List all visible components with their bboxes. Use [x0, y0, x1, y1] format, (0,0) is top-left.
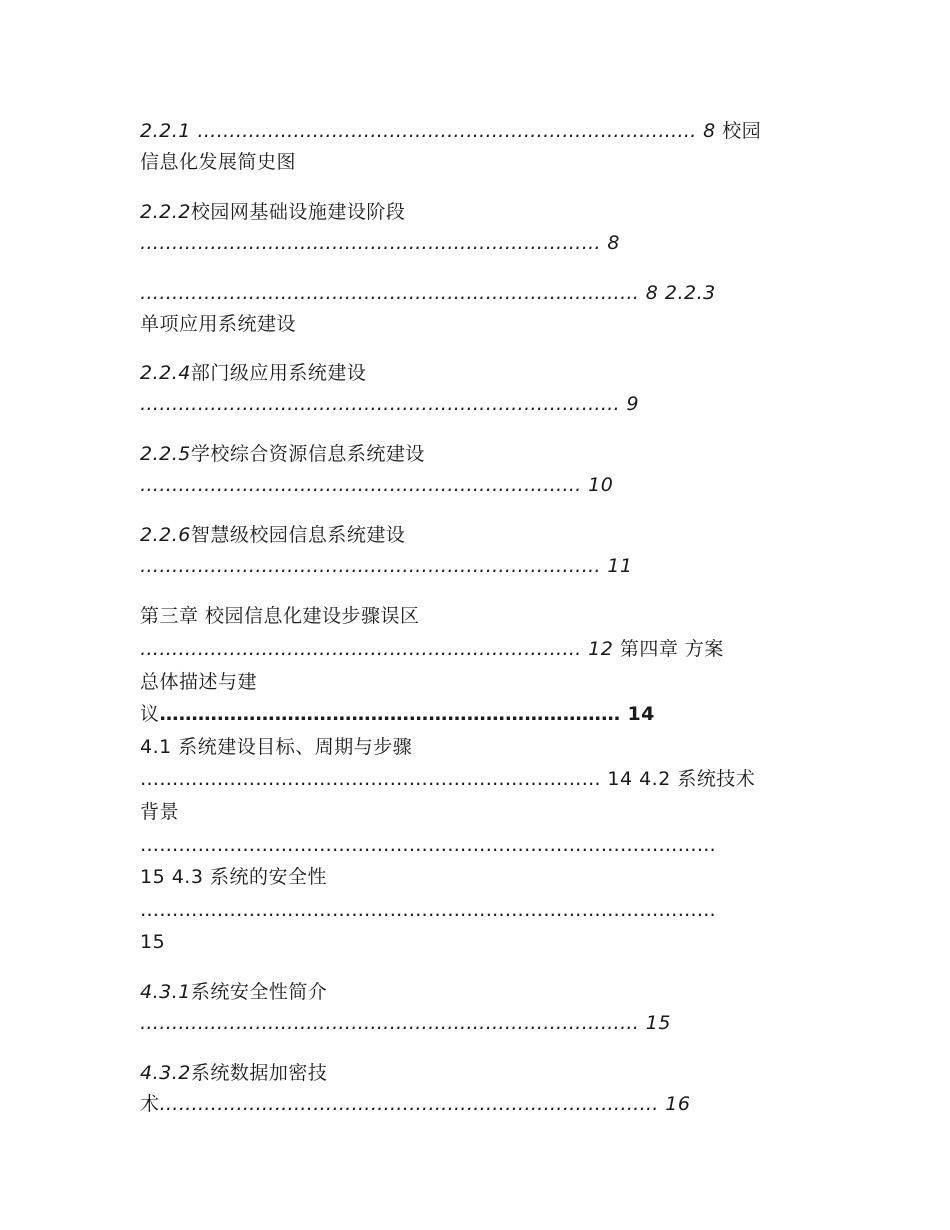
section-number: 2.2.5 [140, 443, 191, 465]
entry-title: 第三章 校园信息化建设步骤误区 [140, 605, 420, 627]
toc-line-2-2-1 [140, 119, 761, 143]
leader-dots: ……………………………………………………………… [159, 703, 621, 725]
page-number: 14 [607, 768, 633, 790]
leader-dots: ……………………………………………………………… [140, 768, 601, 790]
toc-line-continuation [140, 312, 296, 336]
page-number: 14 [627, 703, 655, 725]
toc-line-4-1 [140, 735, 412, 759]
toc-leader-line [140, 231, 620, 255]
entry-title: 4.1 系统建设目标、周期与步骤 [140, 736, 413, 758]
entry-title: 校园网基础设施建设阶段 [190, 201, 406, 223]
toc-page-number-line [140, 930, 165, 954]
toc-leader-line [140, 554, 633, 578]
leader-dots: ……………………………………………………………… [140, 555, 601, 577]
entry-title: 系统数据加密技 [190, 1062, 328, 1084]
entry-title: 单项应用系统建设 [140, 313, 297, 335]
entry-title: 术 [140, 1093, 160, 1115]
page-number: 8 [607, 232, 620, 254]
toc-leader-line [140, 637, 724, 661]
leader-dots: …………………………………………………………………… [159, 1093, 659, 1115]
toc-leader-line [140, 392, 639, 416]
toc-leader-line [140, 767, 755, 791]
leader-dots: ……………………………………………………………………………… [140, 899, 716, 921]
page-number: 16 [665, 1093, 691, 1115]
section-number: 2.2.3 [664, 282, 716, 304]
toc-leader-line [140, 281, 716, 305]
entry-title: 学校综合资源信息系统建设 [190, 443, 425, 465]
toc-leader-line [140, 898, 716, 922]
page-number: 9 [626, 393, 640, 415]
toc-leader-line [140, 1011, 671, 1035]
toc-leader-line [140, 833, 716, 857]
entry-title: 总体描述与建 [140, 671, 258, 693]
section-number: 2.2.2 [140, 201, 191, 223]
leader-dots: …………………………………………………………………… [197, 120, 697, 142]
page-number: 15 [140, 931, 166, 953]
page-number: 10 [588, 474, 614, 496]
entry-title: 智慧级校园信息系统建设 [190, 524, 406, 546]
toc-line-continuation [140, 670, 257, 694]
toc-line-chapter-3 [140, 604, 420, 628]
entry-title: 部门级应用系统建设 [190, 362, 367, 384]
entry-title: 第四章 方案 [619, 638, 724, 660]
leader-dots: ……………………………………………………………… [140, 232, 601, 254]
toc-leader-line [140, 473, 613, 497]
toc-leader-line [140, 702, 655, 726]
toc-line-2-2-2 [140, 200, 405, 224]
section-number: 4.3.2 [140, 1062, 191, 1084]
entry-title: 背景 [140, 801, 180, 823]
toc-line-2-2-6 [140, 523, 405, 547]
page-number: 8 [703, 120, 716, 142]
leader-dots: ……………………………………………………………………………… [140, 834, 716, 856]
leader-dots: …………………………………………………………… [140, 638, 582, 660]
section-number: 2.2.1 [140, 120, 191, 142]
page-number: 15 [645, 1012, 671, 1034]
toc-line-continuation [140, 800, 179, 824]
page-number: 12 [588, 638, 614, 660]
entry-title: 4.2 系统技术 [639, 768, 756, 790]
entry-title: 议 [140, 703, 160, 725]
entry-title: 系统安全性简介 [190, 981, 328, 1003]
toc-line-4-3 [140, 865, 327, 889]
section-number: 2.2.4 [140, 362, 191, 384]
section-number: 4.3.1 [140, 981, 191, 1003]
section-number: 2.2.6 [140, 524, 191, 546]
toc-line-2-2-5 [140, 442, 425, 466]
toc-line-continuation [140, 150, 296, 174]
entry-title: 信息化发展简史图 [140, 151, 297, 173]
toc-line-4-3-2 [140, 1061, 327, 1085]
page-number: 11 [607, 555, 633, 577]
page-number: 8 [645, 282, 659, 304]
entry-title: 校园 [722, 120, 762, 142]
leader-dots: …………………………………………………………………… [140, 1012, 640, 1034]
leader-dots: …………………………………………………………… [140, 474, 582, 496]
toc-leader-line [140, 1092, 690, 1116]
toc-line-4-3-1 [140, 980, 327, 1004]
leader-dots: ………………………………………………………………… [140, 393, 620, 415]
entry-title: 15 4.3 系统的安全性 [140, 866, 327, 888]
leader-dots: …………………………………………………………………… [140, 282, 640, 304]
toc-line-2-2-4 [140, 361, 366, 385]
